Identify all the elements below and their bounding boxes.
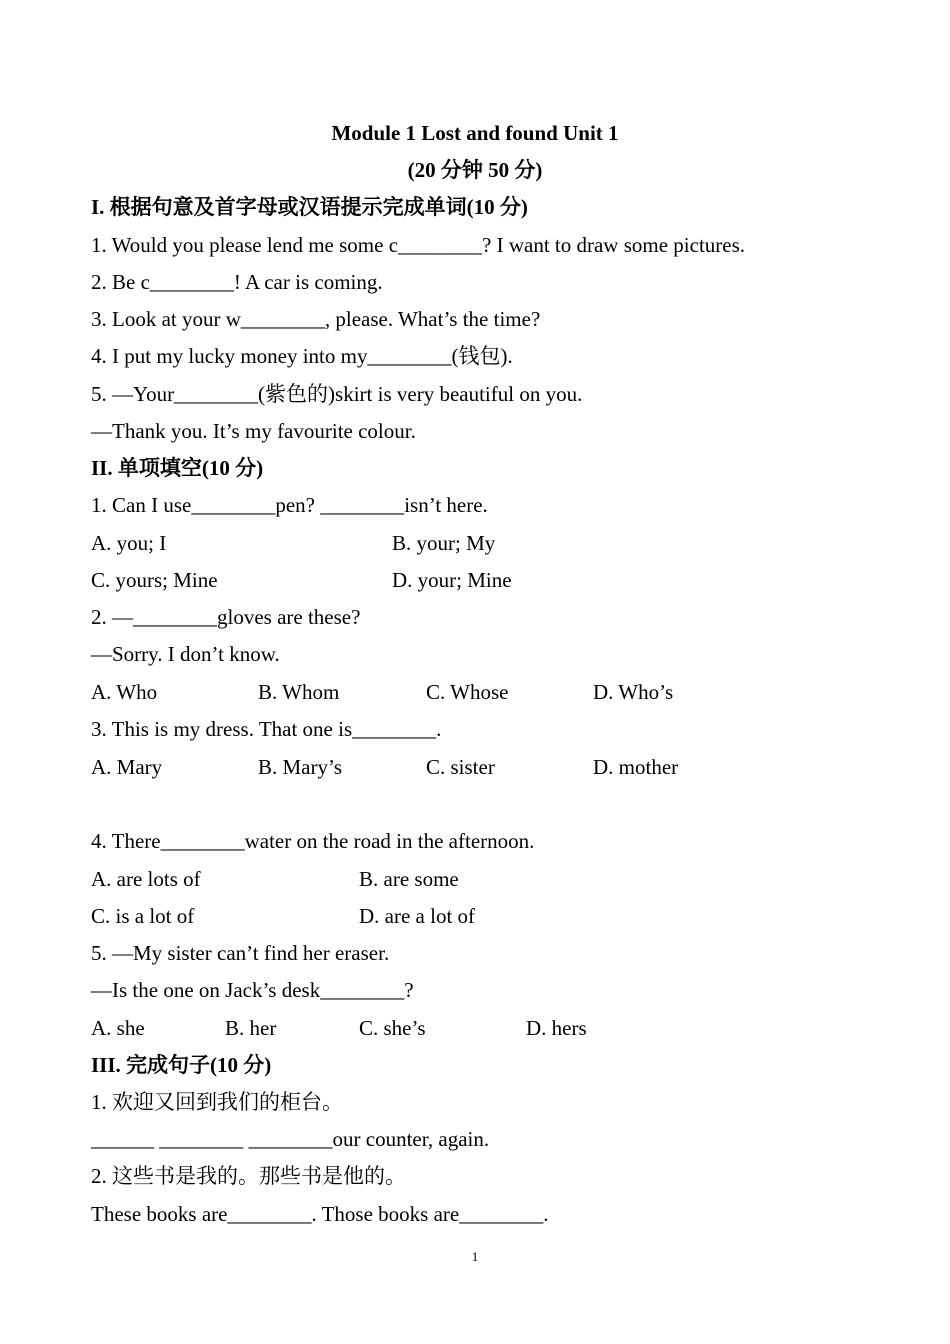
q2-option-d: D. Who’s	[593, 680, 674, 704]
section-3-heading: III. 完成句子(10 分)	[91, 1053, 272, 1077]
section-3-item-2-english: These books are________. Those books are________.	[91, 1202, 549, 1226]
section-1-item-5-reply: —Thank you. It’s my favourite colour.	[91, 419, 416, 443]
question-3-stem: 3. This is my dress. That one is________.	[91, 717, 442, 741]
question-1-stem: 1. Can I use________pen? ________isn’t here.	[91, 493, 488, 517]
question-5-reply: —Is the one on Jack’s desk________?	[91, 978, 414, 1002]
section-3-item-1-english: ______ ________ ________our counter, again.	[91, 1127, 490, 1151]
q1-option-c: C. yours; Mine	[91, 568, 218, 592]
q2-option-a: A. Who	[91, 680, 158, 704]
q3-option-d: D. mother	[593, 755, 679, 779]
section-1-item-1: 1. Would you please lend me some c________? I want to draw some pictures.	[91, 233, 746, 257]
q1-option-a: A. you; I	[91, 531, 167, 555]
section-1-item-4: 4. I put my lucky money into my________(钱包).	[91, 344, 513, 368]
q4-option-c: C. is a lot of	[91, 904, 195, 928]
question-5-stem: 5. —My sister can’t find her eraser.	[91, 941, 390, 965]
q3-option-c: C. sister	[426, 755, 495, 779]
q5-option-a: A. she	[91, 1016, 145, 1040]
section-1-item-3: 3. Look at your w________, please. What’s the time?	[91, 307, 541, 331]
section-2-heading: II. 单项填空(10 分)	[91, 456, 264, 480]
q5-option-d: D. hers	[526, 1016, 587, 1040]
time-score-note: (20 分钟 50 分)	[407, 158, 543, 182]
page-title: Module 1 Lost and found Unit 1	[331, 121, 619, 145]
page-number: 1	[471, 1249, 479, 1264]
section-1-heading: I. 根据句意及首字母或汉语提示完成单词(10 分)	[91, 195, 528, 219]
q5-option-c: C. she’s	[359, 1016, 426, 1040]
q3-option-b: B. Mary’s	[258, 755, 342, 779]
question-2-reply: —Sorry. I don’t know.	[91, 642, 280, 666]
section-3-item-1-chinese: 1. 欢迎又回到我们的柜台。	[91, 1090, 343, 1114]
question-4-stem: 4. There________water on the road in the afternoon.	[91, 829, 535, 853]
q4-option-a: A. are lots of	[91, 867, 201, 891]
q4-option-b: B. are some	[359, 867, 459, 891]
section-1-item-2: 2. Be c________! A car is coming.	[91, 270, 383, 294]
q1-option-b: B. your; My	[392, 531, 496, 555]
question-2-stem: 2. —________gloves are these?	[91, 605, 361, 629]
q4-option-d: D. are a lot of	[359, 904, 476, 928]
section-1-item-5: 5. —Your________(紫色的)skirt is very beautiful on you.	[91, 382, 583, 406]
q2-option-b: B. Whom	[258, 680, 340, 704]
section-3-item-2-chinese: 2. 这些书是我的。那些书是他的。	[91, 1164, 406, 1188]
q1-option-d: D. your; Mine	[392, 568, 512, 592]
q5-option-b: B. her	[225, 1016, 277, 1040]
q3-option-a: A. Mary	[91, 755, 163, 779]
q2-option-c: C. Whose	[426, 680, 509, 704]
